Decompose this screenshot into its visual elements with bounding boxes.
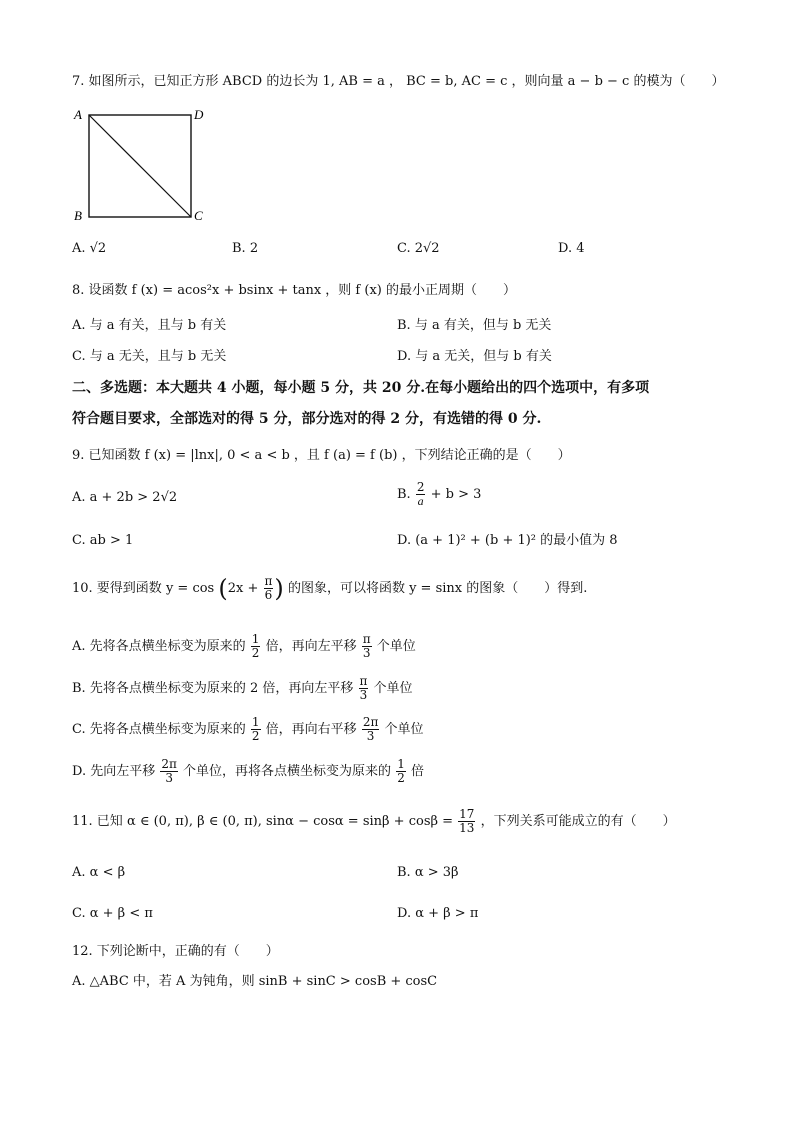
q8-option-a[interactable]: A. 与 a 有关，且与 b 有关 (72, 318, 227, 333)
option-text: C. 先将各点横坐标变为原来的 (72, 722, 246, 737)
section2-heading-line1: 二、多选题：本大题共 4 小题，每小题 5 分，共 20 分.在每小题给出的四个选项中，有多项 (72, 380, 650, 396)
q10-option-d[interactable] (72, 758, 424, 785)
q11-option-b[interactable]: B. α > 3β (397, 865, 459, 880)
q10-stem-inner: 2x + (227, 581, 259, 596)
q10-option-b[interactable] (72, 675, 413, 702)
q8-option-c[interactable]: C. 与 a 无关，且与 b 无关 (72, 349, 227, 364)
q7-option-c[interactable]: C. 2√2 (397, 241, 440, 256)
fraction-numerator: 2 (416, 480, 425, 494)
q10-stem-part1: 10. 要得到函数 y = cos (72, 581, 215, 596)
q8-option-b[interactable]: B. 与 a 有关，但与 b 无关 (397, 318, 552, 333)
q11-fraction (458, 808, 475, 835)
fraction (362, 716, 380, 743)
fraction-numerator: 17 (459, 807, 475, 821)
q7-option-a[interactable]: A. √2 (72, 241, 107, 256)
q9-option-b-prefix: B. (397, 487, 411, 502)
fraction-denominator: 3 (366, 729, 375, 743)
q11-stem (72, 808, 676, 835)
fraction-numerator: 1 (251, 632, 260, 646)
q11-option-d[interactable]: D. α + β > π (397, 906, 479, 921)
option-text: 倍，再向左平移 (265, 639, 357, 654)
option-text: B. 先将各点横坐标变为原来的 2 倍，再向左平移 (72, 681, 354, 696)
q9-option-a[interactable]: A. a + 2b > 2√2 (72, 490, 178, 505)
fraction-numerator: 2π (161, 757, 177, 771)
q11-option-a[interactable]: A. α < β (72, 865, 126, 880)
fraction-denominator: 2 (397, 771, 405, 785)
option-text: 倍 (410, 764, 424, 779)
option-text: 个单位 (373, 681, 413, 696)
q10-stem-part2: 的图象，可以将函数 y = sinx 的图象（ ）得到. (287, 581, 588, 596)
fraction-numerator: 1 (251, 715, 260, 729)
q7-option-b[interactable]: B. 2 (232, 241, 259, 256)
fraction-denominator: 6 (264, 588, 273, 602)
fraction-numerator: 2π (362, 715, 379, 729)
fraction-numerator: π (362, 632, 371, 646)
q7-square-figure (72, 106, 212, 224)
fraction-denominator: 3 (359, 688, 368, 702)
fraction (396, 758, 406, 785)
q8-option-d[interactable]: D. 与 a 无关，但与 b 有关 (397, 349, 552, 364)
q10-stem (72, 575, 587, 602)
option-text: A. 先将各点横坐标变为原来的 (72, 639, 246, 654)
fraction-denominator: 13 (459, 821, 475, 835)
fraction (359, 675, 369, 702)
q8-stem: 8. 设函数 f (x) = acos²x + bsinx + tanx ，则 f (x) 的最小正周期（ ） (72, 283, 516, 298)
section2-heading-line2: 符合题目要求，全部选对的得 5 分，部分选对的得 2 分，有选错的得 0 分. (72, 411, 542, 427)
fraction-numerator: π (359, 674, 368, 688)
q10-stem-fraction (264, 575, 274, 602)
fraction (251, 633, 261, 660)
q10-option-a[interactable] (72, 633, 416, 660)
option-text: 个单位，再将各点横坐标变为原来的 (183, 764, 392, 779)
option-text: D. 先向左平移 (72, 764, 156, 779)
fraction-denominator: a (417, 494, 424, 508)
q9-option-b[interactable] (397, 481, 481, 508)
q9-option-b-rest: + b > 3 (430, 487, 482, 502)
option-text: 倍，再向右平移 (265, 722, 357, 737)
q9-stem: 9. 已知函数 f (x) = |lnx|, 0 < a < b ，且 f (a) = f (b) ，下列结论正确的是（ ） (72, 448, 571, 463)
diagonal-ac (89, 115, 191, 217)
q11-stem-part2: ，下列关系可能成立的有（ ） (480, 814, 676, 829)
fraction-denominator: 2 (251, 646, 260, 660)
label-d: D (194, 107, 204, 122)
q9-option-c[interactable]: C. ab > 1 (72, 533, 134, 548)
left-paren: ( (218, 574, 228, 603)
option-text: 个单位 (384, 722, 424, 737)
fraction-numerator: 1 (397, 757, 405, 771)
fraction (160, 758, 178, 785)
q11-stem-part1: 11. 已知 α ∈ (0, π), β ∈ (0, π), sinα − cosα = sinβ + cosβ = (72, 814, 454, 829)
fraction-numerator: π (264, 574, 273, 588)
option-text: 个单位 (376, 639, 416, 654)
q7-stem: 7. 如图所示，已知正方形 ABCD 的边长为 1, AB = a ， BC = b, AC = c ，则向量 a − b − c 的模为（ ） (72, 74, 725, 89)
q9-option-d[interactable]: D. (a + 1)² + (b + 1)² 的最小值为 8 (397, 533, 618, 548)
fraction (362, 633, 372, 660)
fraction-denominator: 2 (251, 729, 260, 743)
fraction-denominator: 3 (362, 646, 371, 660)
square-abcd-diagram (72, 106, 212, 224)
q9-option-b-fraction (416, 481, 426, 508)
fraction (251, 716, 261, 743)
q7-option-d[interactable]: D. 4 (558, 241, 585, 256)
q12-stem: 12. 下列论断中，正确的有（ ） (72, 944, 279, 959)
q10-option-c[interactable] (72, 716, 424, 743)
fraction-denominator: 3 (165, 771, 173, 785)
label-a: A (74, 107, 82, 122)
q11-option-c[interactable]: C. α + β < π (72, 906, 153, 921)
label-c: C (194, 208, 203, 223)
label-b: B (74, 208, 82, 223)
right-paren: ) (274, 574, 284, 603)
q12-option-a[interactable]: A. △ABC 中，若 A 为钝角，则 sinB + sinC > cosB + cosC (72, 974, 438, 989)
